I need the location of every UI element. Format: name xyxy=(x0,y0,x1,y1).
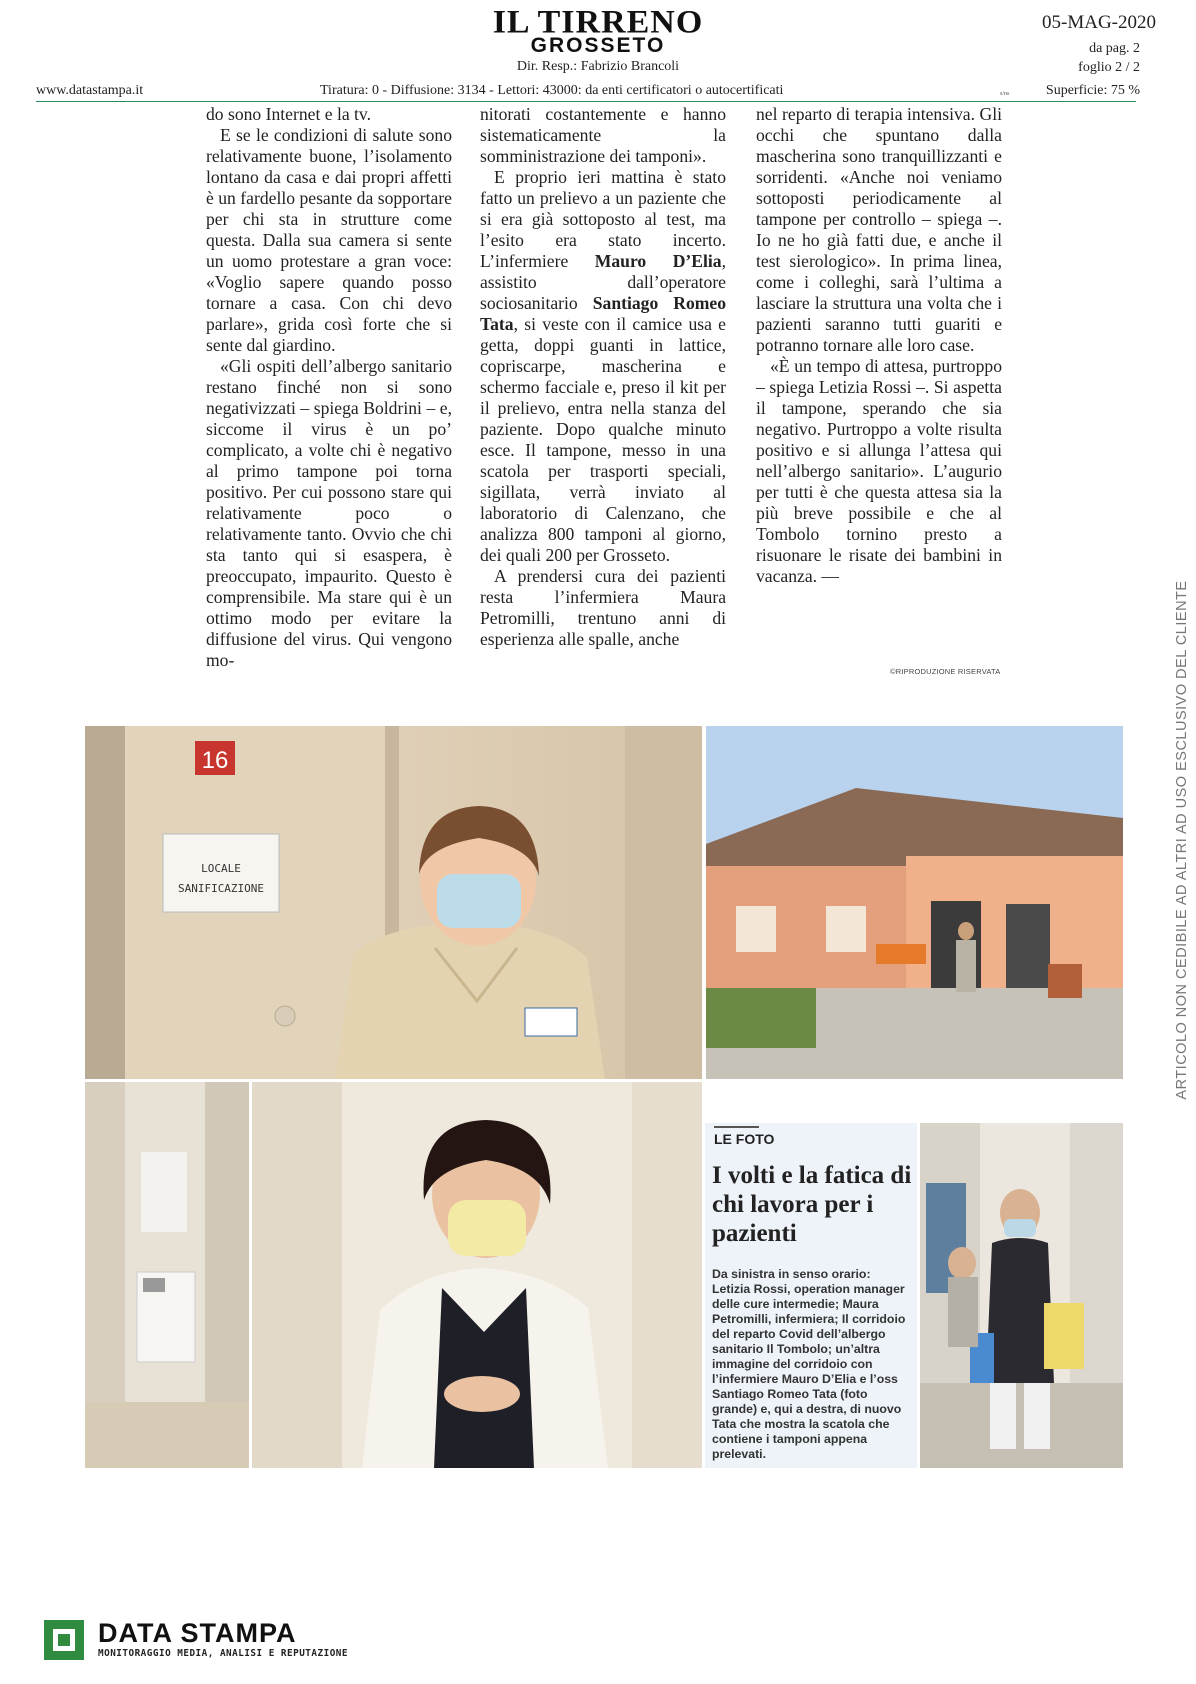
page-reference: da pag. 2 xyxy=(1089,41,1140,56)
tiny-mark: s/ns xyxy=(1000,91,1010,97)
sheet-reference: foglio 2 / 2 xyxy=(1078,60,1140,75)
sign-text-line-1: LOCALE xyxy=(201,862,241,875)
caption-rule xyxy=(714,1126,759,1128)
photo-corridor xyxy=(85,1082,249,1468)
header-divider xyxy=(36,101,1136,102)
director-line: Dir. Resp.: Fabrizio Brancoli xyxy=(516,59,680,74)
website-link[interactable]: www.datastampa.it xyxy=(36,83,144,98)
paragraph: nel reparto di terapia intensiva. Gli occhi che spuntano dalla mascherina sono tranquillizzanti e sorridenti. «Anche noi veniamo sottoposti periodicamente al tampone per controllo – spiega –. Io ne ho già fatti due, e anche il test sierologico». In prima linea, come i colleghi, sarà l’ultima a lasciare la struttura una volta che i pazienti saranno tutti guariti e potranno tornare alle loro case. xyxy=(756,104,1002,355)
surface-info: Superficie: 75 % xyxy=(1045,83,1140,98)
footer-logo-name: DATA STAMPA xyxy=(98,1618,297,1648)
caption-headline: I volti e la fatica di chi lavora per i pazienti xyxy=(712,1162,912,1247)
name-santiago-romeo-tata: Santiago Romeo Tata xyxy=(480,293,727,334)
sign-text-line-2: SANIFICAZIONE xyxy=(177,882,265,895)
circulation-info: Tiratura: 0 - Diffusione: 3134 - Lettori: 43000: da enti certificatori o autocertificati xyxy=(320,83,784,98)
paragraph: «È un tempo di attesa, purtroppo – spiega Letizia Rossi –. Si aspetta il tampone, sperando che sia negativo. Purtroppo a volte risulta positivo e si allunga l’attesa qui nell’albergo sanitario». L’augurio per tutti è che questa attesa sia la più breve possibile e che al Tombolo tornino presto a risuonare le risate dei bambini in vacanza. — xyxy=(756,356,1002,586)
article-column-2 xyxy=(480,104,726,650)
paragraph: A prendersi cura dei pazienti resta l’infermiera Maura Petromilli, trentuno anni di esperienza alle spalle, anche xyxy=(480,566,726,649)
paragraph: «Gli ospiti dell’albergo sanitario restano finché non si sono negativizzati – spiega Boldrini – e, siccome il virus è un po’ complicato, a volte chi è negativo al primo tampone poi torna positivo. Per cui possono stare qui relativamente poco o relativamente tanto. Ovvio che chi sta tanto qui si esaspera, è preoccupato, impaurito. Questo è comprensibile. Ma stare qui è un ottimo modo per evitare la diffusione del virus. Qui vengono mo- xyxy=(206,356,452,670)
masthead-title: IL TIRRENO xyxy=(492,4,704,41)
logo-core xyxy=(58,1634,70,1646)
vertical-disclaimer: ARTICOLO NON CEDIBILE AD ALTRI AD USO ESCLUSIVO DEL CLIENTE xyxy=(1174,580,1190,1100)
paragraph: do sono Internet e la tv. xyxy=(206,104,371,124)
article-column-1 xyxy=(206,104,452,671)
caption-kicker: LE FOTO xyxy=(714,1131,775,1147)
photo-tata-with-box xyxy=(920,1123,1123,1468)
photo-nurse-maura xyxy=(252,1082,702,1468)
copyright-notice: ©RIPRODUZIONE RISERVATA xyxy=(890,667,1001,676)
paragraph: E se le condizioni di salute sono relativamente buone, l’isolamento lontano da casa e dai propri affetti è un fardello pesante da sopportare per chi sta in strutture come questa. Dalla sua camera si sente un uomo protestare a gran voce: «Voglio sapere quando posso tornare a casa. Con chi devo parlare», grida così forte che si sente dal giardino. xyxy=(206,125,452,355)
caption-text: Da sinistra in senso orario: Letizia Rossi, operation manager delle cure intermedie; Maura Petromilli, infermiera; Il corridoio del reparto Covid dell’albergo sanitario Il Tombolo; un’altra immagine del corridoio con l’infermiere Mauro D’Elia e l’oss Santiago Romeo Tata (foto grande) e, qui a destra, di nuovo Tata che mostra la scatola che contiene i tamponi appena prelevati. xyxy=(712,1267,906,1461)
paragraph: E proprio ieri mattina è stato fatto un prelievo a un paziente che si era già sottoposto al test, ma l’esito era stato incerto. L’infermiere Mauro D’Elia, assistito dall’operatore sociosanitario Santiago Romeo Tata, si veste con il camice usa e getta, doppi guanti in lattice, copriscarpe, mascherina e schermo facciale e, preso il kit per il prelievo, entra nella stanza del paziente. Dopo qualche minuto esce. Il tampone, messo in una scatola per trasporti speciali, sigillata, verrà inviato al laboratorio di Calenzano, che analizza 800 tamponi al giorno, dei quali 200 per Grosseto. xyxy=(480,167,727,565)
masthead-edition: GROSSETO xyxy=(530,34,666,57)
issue-date: 05-MAG-2020 xyxy=(1042,12,1156,33)
photo-nurse-sanitization-room xyxy=(85,726,702,1079)
name-mauro-delia: Mauro D’Elia xyxy=(594,251,722,271)
room-number-label: 16 xyxy=(201,747,229,774)
paragraph: nitorati costantemente e hanno sistematicamente la somministrazione dei tamponi». xyxy=(480,104,726,166)
footer-logo-tagline: MONITORAGGIO MEDIA, ANALISI E REPUTAZIONE xyxy=(98,1648,348,1659)
photo-hotel-exterior xyxy=(706,726,1123,1079)
article-column-3 xyxy=(756,104,1002,587)
